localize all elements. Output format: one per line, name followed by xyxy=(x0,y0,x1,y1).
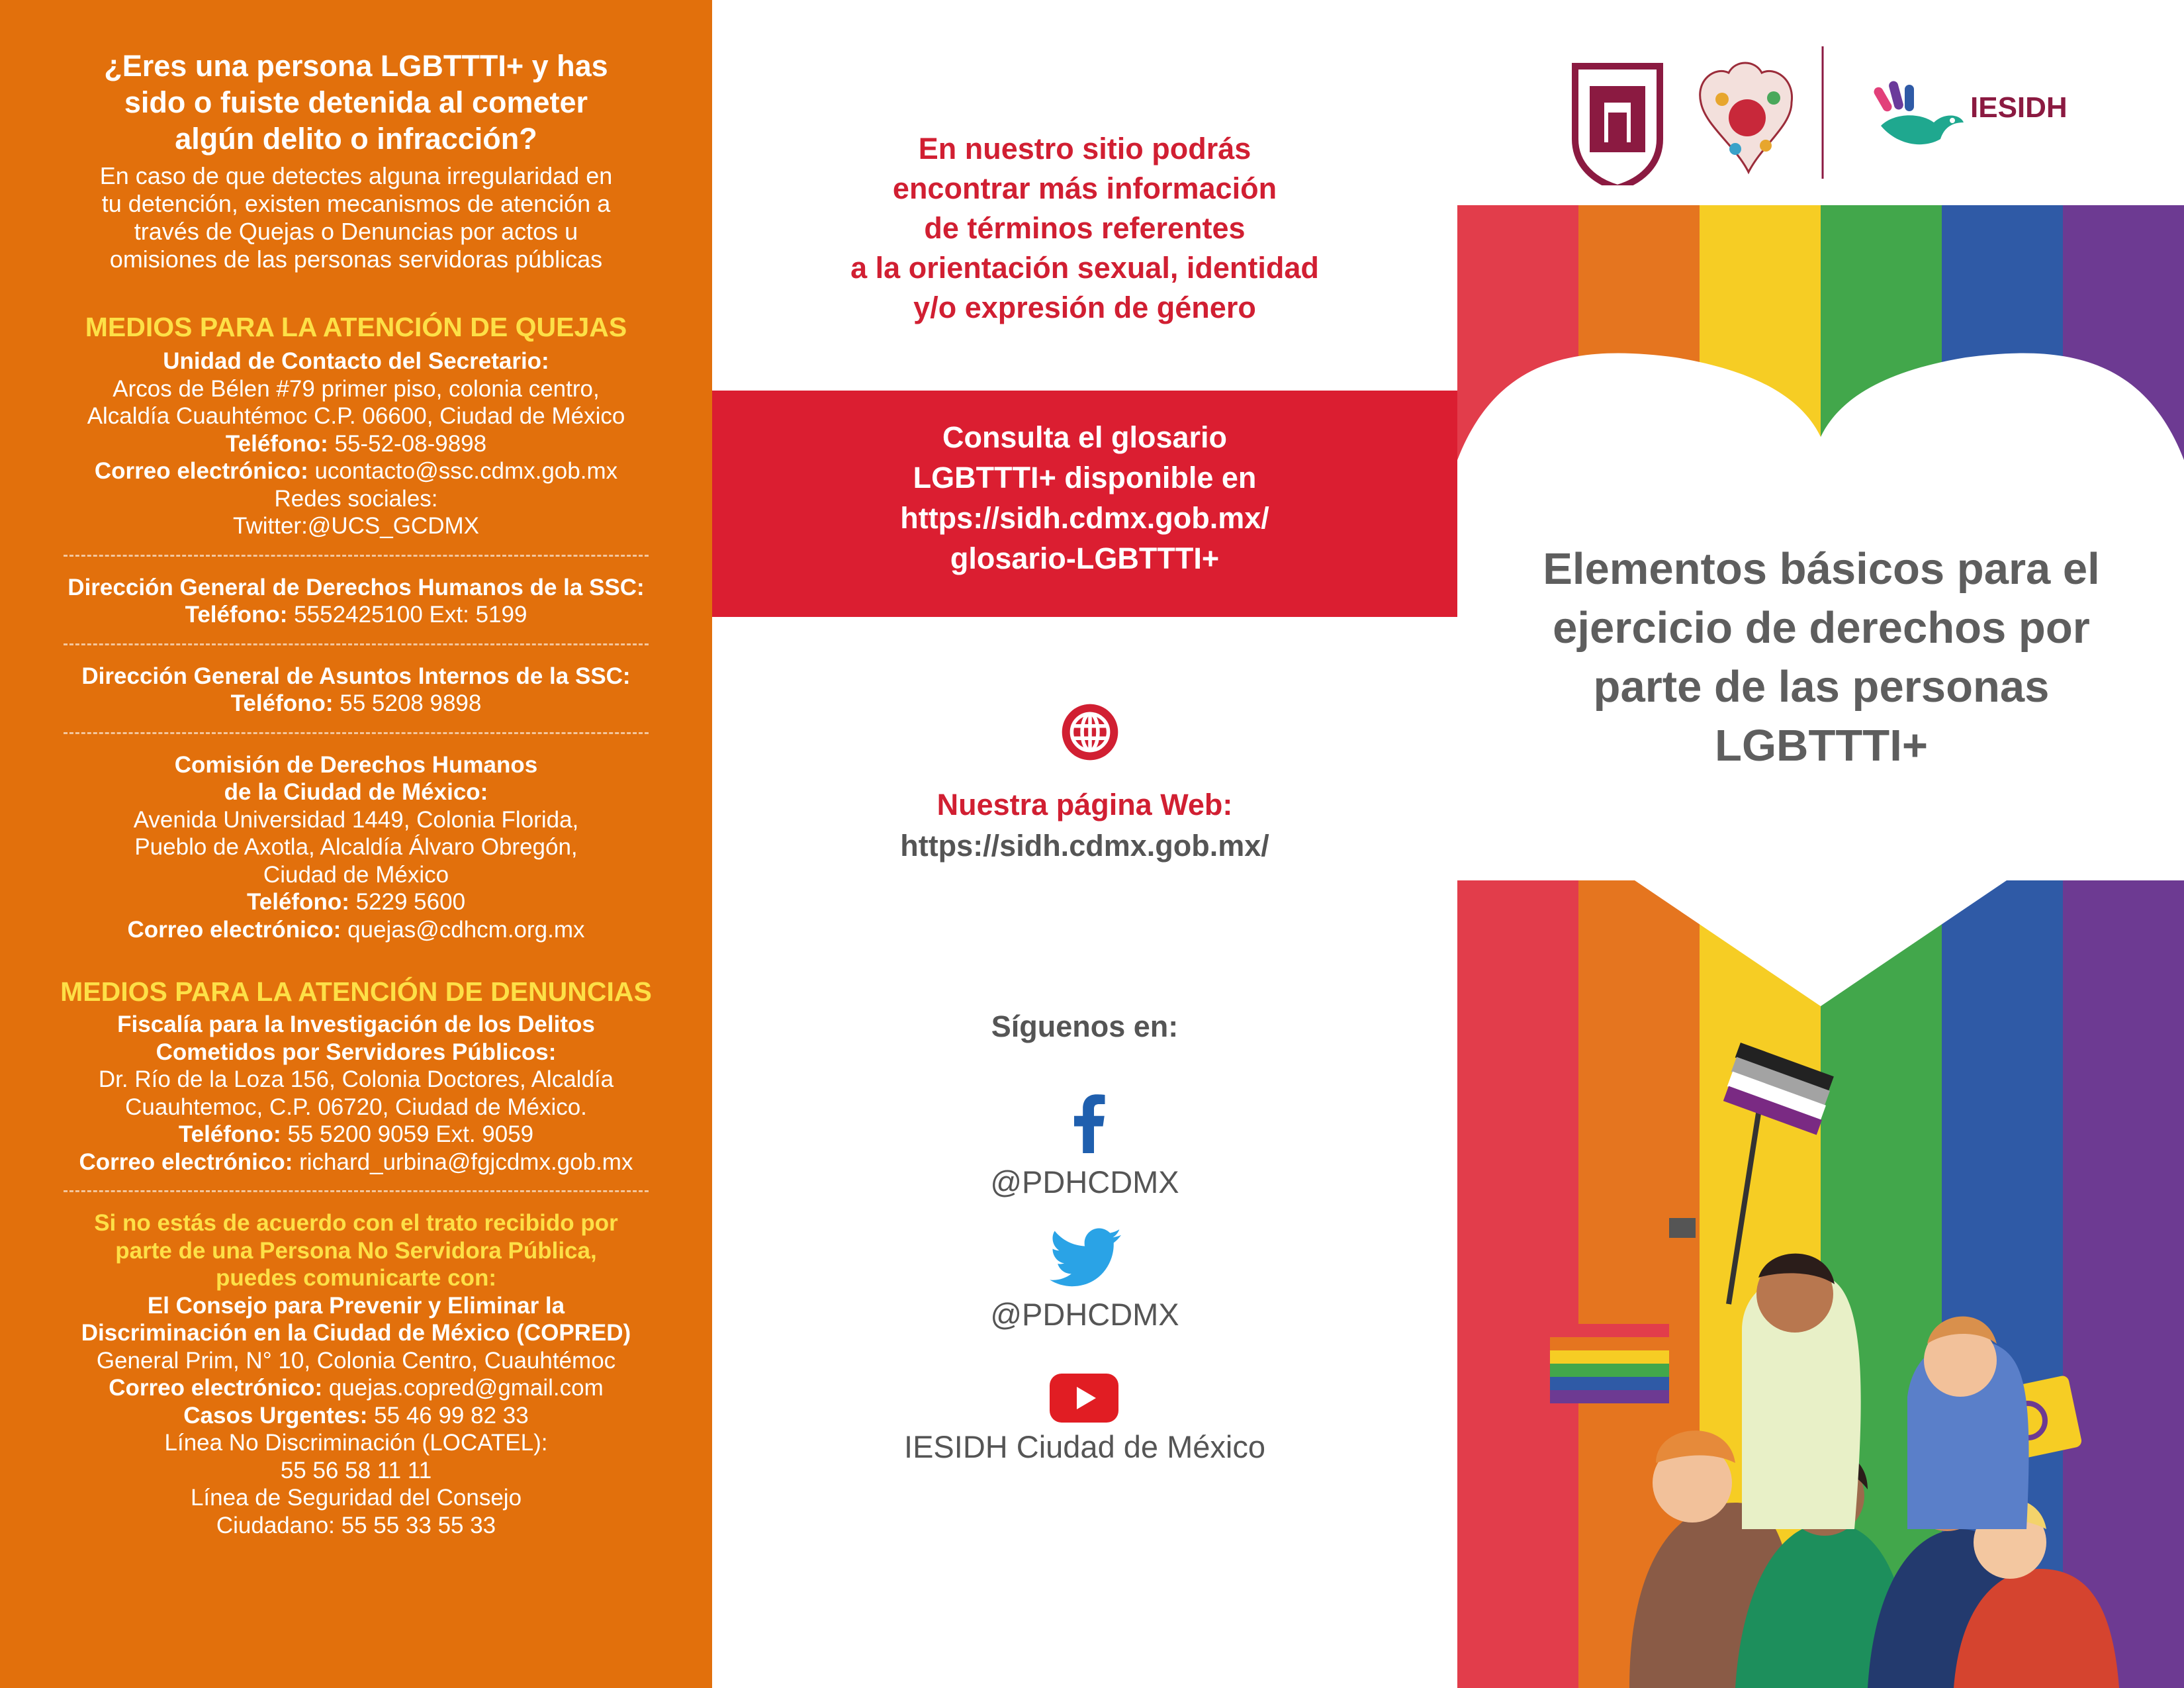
cdh-block: Comisión de Derechos Humanos de la Ciudad de México: Avenida Universidad 1449, Colonia Florida, Pueblo de Axotla, Alcaldía Álvaro Obregón, Ciudad de México Teléfono: 5229 5600 Correo electrónico: quejas@cdhcm.org.mx xyxy=(127,751,585,943)
iesidh-logo-mark xyxy=(1872,80,1964,144)
copred-email-link[interactable]: quejas.copred@gmail.com xyxy=(322,1375,604,1401)
glossary-text: Consulta el glosario LGBTTTI+ disponible en https://sidh.cdmx.gob.mx/ glosario-LGBTTTI+ xyxy=(712,417,1457,579)
denuncias-title: MEDIOS PARA LA ATENCIÓN DE DENUNCIAS xyxy=(60,976,652,1007)
cdmx-shield-logo xyxy=(1575,66,1660,185)
locatel-phone[interactable]: 55 56 58 11 11 xyxy=(280,1457,432,1483)
copred-block: Si no estás de acuerdo con el trato recibido por parte de una Persona No Servidora Pública, puedes comunicarte con: El Consejo para Prevenir y Eliminar la Discriminación en la Ciudad de México (COPRED) General Prim, N° 10, Colonia Centro, Cuauhtémoc Correo electrónico: quejas.copred@gmail.com Casos Urgentes: 55 46 99 82 33 Línea No Discriminación (LOCATEL): 55 56 58 11 11 Línea de Seguridad del Consejo Ciudadano: 55 55 33 55 33 xyxy=(37,1209,675,1539)
follow-us-label: Síguenos en: xyxy=(991,1009,1179,1043)
unidad-contacto-block: Unidad de Contacto del Secretario: Arcos de Bélen #79 primer piso, colonia centro, Alcaldía Cuauhtémoc C.P. 06600, Ciudad de México Teléfono: 55-52-08-9898 Correo electrónico: ucontacto@ssc.cdmx.gob.mx Redes sociales: Twitter:@UCS_GCDMX xyxy=(37,348,675,540)
divider xyxy=(64,732,649,734)
web-url-link[interactable]: https://sidh.cdmx.gob.mx/ xyxy=(900,829,1269,863)
copred-urgent-phone[interactable]: 55 46 99 82 33 xyxy=(367,1402,529,1429)
twitter-icon[interactable] xyxy=(1050,1228,1121,1288)
unidad-email-link[interactable]: ucontacto@ssc.cdmx.gob.mx xyxy=(308,458,618,484)
facebook-icon[interactable] xyxy=(1068,1094,1108,1153)
heart-map-logo xyxy=(1700,63,1792,172)
divider xyxy=(64,555,649,557)
youtube-icon[interactable] xyxy=(1050,1374,1118,1423)
middle-panel xyxy=(712,0,1457,1688)
left-panel xyxy=(0,0,712,1688)
facebook-handle[interactable]: @PDHCDMX xyxy=(990,1164,1179,1199)
twitter-handle[interactable]: @PDHCDMX xyxy=(990,1297,1179,1332)
divider xyxy=(64,643,649,645)
unidad-phone[interactable]: 55-52-08-9898 xyxy=(328,430,487,457)
left-intro: En caso de que detectes alguna irregularidad en tu detención, existen mecanismos de atención a través de Quejas o Denuncias por actos u omisiones de las personas servidoras públicas xyxy=(99,162,613,273)
globe-icon xyxy=(1060,702,1120,763)
iesidh-logo-text: IESIDH xyxy=(1970,91,2068,124)
left-headline: ¿Eres una persona LGBTTTI+ y has sido o fuiste detenida al cometer algún delito o infracción? xyxy=(104,49,608,156)
institutional-logos xyxy=(1457,40,2184,185)
glossary-link-end[interactable]: glosario-LGBTTTI+ xyxy=(950,541,1220,575)
unidad-twitter-link[interactable]: Twitter:@UCS_GCDMX xyxy=(233,513,479,539)
web-label: Nuestra página Web: xyxy=(936,788,1233,821)
document-title: Elementos básicos para el ejercicio de derechos por parte de las personas LGBTTTI+ xyxy=(1543,544,2100,771)
fiscalia-block: Fiscalía para la Investigación de los Delitos Cometidos por Servidores Públicos: Dr. Río de la Loza 156, Colonia Doctores, Alcaldía Cuauhtemoc, C.P. 06720, Ciudad de México. Teléfono: 55 5200 9059 Ext. 9059 Correo electrónico: richard_urbina@fgjcdmx.gob.mx xyxy=(79,1011,633,1175)
pride-flag-icon xyxy=(1550,1324,1669,1403)
cdh-phone[interactable]: 5229 5600 xyxy=(349,889,466,915)
glossary-band xyxy=(712,391,1457,617)
dgai-phone[interactable]: 55 5208 9898 xyxy=(333,690,482,716)
fiscalia-phone[interactable]: 55 5200 9059 Ext. 9059 xyxy=(281,1121,534,1147)
youtube-handle[interactable]: IESIDH Ciudad de México xyxy=(904,1429,1265,1464)
dgdh-phone[interactable]: 5552425100 Ext: 5199 xyxy=(287,602,527,628)
right-panel xyxy=(1457,0,2184,1688)
site-info-text: En nuestro sitio podrás encontrar más información de términos referentes a la orientación sexual, identidad y/o expresión de género xyxy=(850,132,1319,324)
quejas-title: MEDIOS PARA LA ATENCIÓN DE QUEJAS xyxy=(85,312,627,342)
cdh-email-link[interactable]: quejas@cdhcm.org.mx xyxy=(341,916,585,943)
glossary-link[interactable]: https://sidh.cdmx.gob.mx/ xyxy=(900,501,1269,535)
dgdh-block: Dirección General de Derechos Humanos de la SSC: Teléfono: 5552425100 Ext: 5199 xyxy=(68,574,645,628)
dgai-block: Dirección General de Asuntos Internos de la SSC: Teléfono: 55 5208 9898 xyxy=(81,663,631,716)
fiscalia-email-link[interactable]: richard_urbina@fgjcdmx.gob.mx xyxy=(293,1149,633,1175)
divider xyxy=(64,1190,649,1192)
